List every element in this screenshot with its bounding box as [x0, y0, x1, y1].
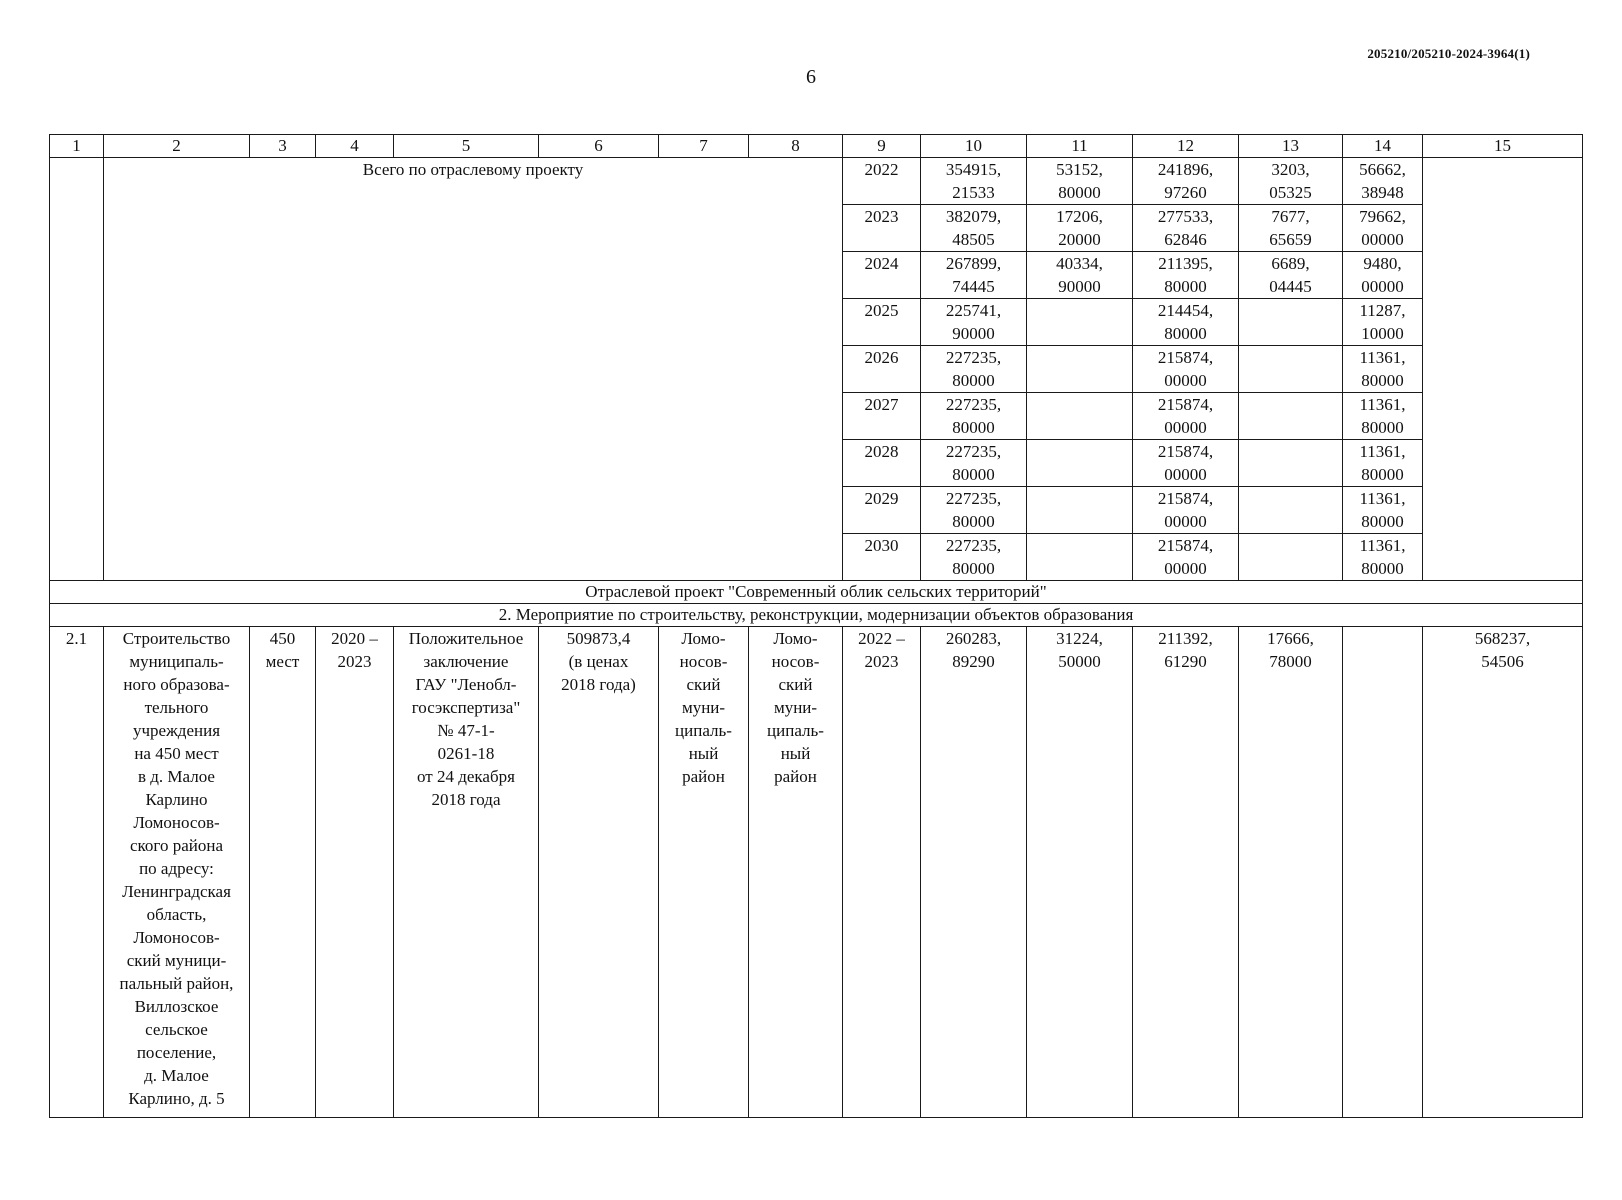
item-years: 2022 – 2023: [843, 627, 921, 1118]
column-number-2: 2: [104, 135, 250, 158]
total-col-12: 241896, 97260: [1133, 158, 1239, 205]
total-label: Всего по отраслевому проекту: [104, 158, 843, 581]
column-number-14: 14: [1343, 135, 1423, 158]
column-number-row: [50, 135, 1583, 158]
total-year: 2023: [843, 205, 921, 252]
total-col-11: [1027, 299, 1133, 346]
total-year: 2028: [843, 440, 921, 487]
measure-heading-row: [50, 604, 1583, 627]
total-col-14: 11361, 80000: [1343, 440, 1423, 487]
total-year: 2025: [843, 299, 921, 346]
total-col-13: [1239, 440, 1343, 487]
item-name: Строительство муниципаль- ного образова- тельного учреждения на 450 мест в д. Малое Карлино Ломоносов- ского района по адресу: Ленинградская область, Ломоносов- ский муници- пальный район, Виллозское сельское поселение, д. Малое Карлино, д. 5: [104, 627, 250, 1118]
total-col-10: 227235, 80000: [921, 487, 1027, 534]
item-conclusion: Положительное заключение ГАУ "Ленобл- госэкспертиза" № 47-1- 0261-18 от 24 декабря 2018 года: [394, 627, 539, 1118]
total-col-11: [1027, 393, 1133, 440]
total-col-12: 211395, 80000: [1133, 252, 1239, 299]
document-id: 205210/205210-2024-3964(1): [1367, 46, 1530, 61]
total-col-14: 79662, 00000: [1343, 205, 1423, 252]
total-col-12: 215874, 00000: [1133, 346, 1239, 393]
total-col-10: 227235, 80000: [921, 440, 1027, 487]
total-year: 2024: [843, 252, 921, 299]
total-col-13: [1239, 534, 1343, 581]
total-col-14: 11361, 80000: [1343, 534, 1423, 581]
total-col-11: [1027, 534, 1133, 581]
column-number-5: 5: [394, 135, 539, 158]
project-heading: Отраслевой проект "Современный облик сельских территорий": [50, 581, 1583, 604]
item-recipient: Ломо- носов- ский муни- ципаль- ный район: [749, 627, 843, 1118]
total-col-12: 215874, 00000: [1133, 393, 1239, 440]
column-number-8: 8: [749, 135, 843, 158]
total-col-10: 227235, 80000: [921, 534, 1027, 581]
measure-heading: 2. Мероприятие по строительству, реконструкции, модернизации объектов образования: [50, 604, 1583, 627]
column-number-7: 7: [659, 135, 749, 158]
item-cost: 509873,4 (в ценах 2018 года): [539, 627, 659, 1118]
total-col-13: 6689, 04445: [1239, 252, 1343, 299]
project-heading-row: [50, 581, 1583, 604]
total-col-15: [1423, 158, 1583, 581]
column-number-6: 6: [539, 135, 659, 158]
item-col-11: 31224, 50000: [1027, 627, 1133, 1118]
item-customer: Ломо- носов- ский муни- ципаль- ный район: [659, 627, 749, 1118]
total-row: [50, 158, 1583, 205]
total-col-12: 214454, 80000: [1133, 299, 1239, 346]
total-col-12: 215874, 00000: [1133, 440, 1239, 487]
total-col-13: [1239, 393, 1343, 440]
total-col-11: 40334, 90000: [1027, 252, 1133, 299]
column-number-11: 11: [1027, 135, 1133, 158]
total-col-11: 53152, 80000: [1027, 158, 1133, 205]
item-col-15: 568237, 54506: [1423, 627, 1583, 1118]
total-col-11: 17206, 20000: [1027, 205, 1133, 252]
total-year: 2030: [843, 534, 921, 581]
item-row: [50, 627, 1583, 1118]
column-number-4: 4: [316, 135, 394, 158]
item-col-10: 260283, 89290: [921, 627, 1027, 1118]
total-year: 2026: [843, 346, 921, 393]
item-capacity: 450 мест: [250, 627, 316, 1118]
item-col-13: 17666, 78000: [1239, 627, 1343, 1118]
column-number-10: 10: [921, 135, 1027, 158]
total-year: 2022: [843, 158, 921, 205]
total-col-10: 227235, 80000: [921, 393, 1027, 440]
total-col-10: 382079, 48505: [921, 205, 1027, 252]
item-number: 2.1: [50, 627, 104, 1118]
column-number-1: 1: [50, 135, 104, 158]
item-col-14: [1343, 627, 1423, 1118]
total-col-14: 11361, 80000: [1343, 393, 1423, 440]
item-col-12: 211392, 61290: [1133, 627, 1239, 1118]
column-number-12: 12: [1133, 135, 1239, 158]
total-col-11: [1027, 487, 1133, 534]
total-col-10: 267899, 74445: [921, 252, 1027, 299]
total-col-12: 215874, 00000: [1133, 534, 1239, 581]
total-year: 2029: [843, 487, 921, 534]
total-col-13: 7677, 65659: [1239, 205, 1343, 252]
column-number-15: 15: [1423, 135, 1583, 158]
total-col-12: 215874, 00000: [1133, 487, 1239, 534]
total-col-13: 3203, 05325: [1239, 158, 1343, 205]
column-number-9: 9: [843, 135, 921, 158]
total-num-cell: [50, 158, 104, 581]
total-col-10: 225741, 90000: [921, 299, 1027, 346]
total-col-14: 9480, 00000: [1343, 252, 1423, 299]
total-col-10: 227235, 80000: [921, 346, 1027, 393]
item-period: 2020 – 2023: [316, 627, 394, 1118]
column-number-3: 3: [250, 135, 316, 158]
total-col-14: 56662, 38948: [1343, 158, 1423, 205]
total-col-13: [1239, 346, 1343, 393]
page-number: 6: [806, 66, 816, 88]
total-col-11: [1027, 346, 1133, 393]
total-col-14: 11361, 80000: [1343, 487, 1423, 534]
total-col-13: [1239, 299, 1343, 346]
total-col-14: 11361, 80000: [1343, 346, 1423, 393]
column-number-13: 13: [1239, 135, 1343, 158]
total-year: 2027: [843, 393, 921, 440]
total-col-10: 354915, 21533: [921, 158, 1027, 205]
total-col-11: [1027, 440, 1133, 487]
total-col-13: [1239, 487, 1343, 534]
total-col-14: 11287, 10000: [1343, 299, 1423, 346]
total-col-12: 277533, 62846: [1133, 205, 1239, 252]
budget-table: [49, 134, 1583, 1118]
